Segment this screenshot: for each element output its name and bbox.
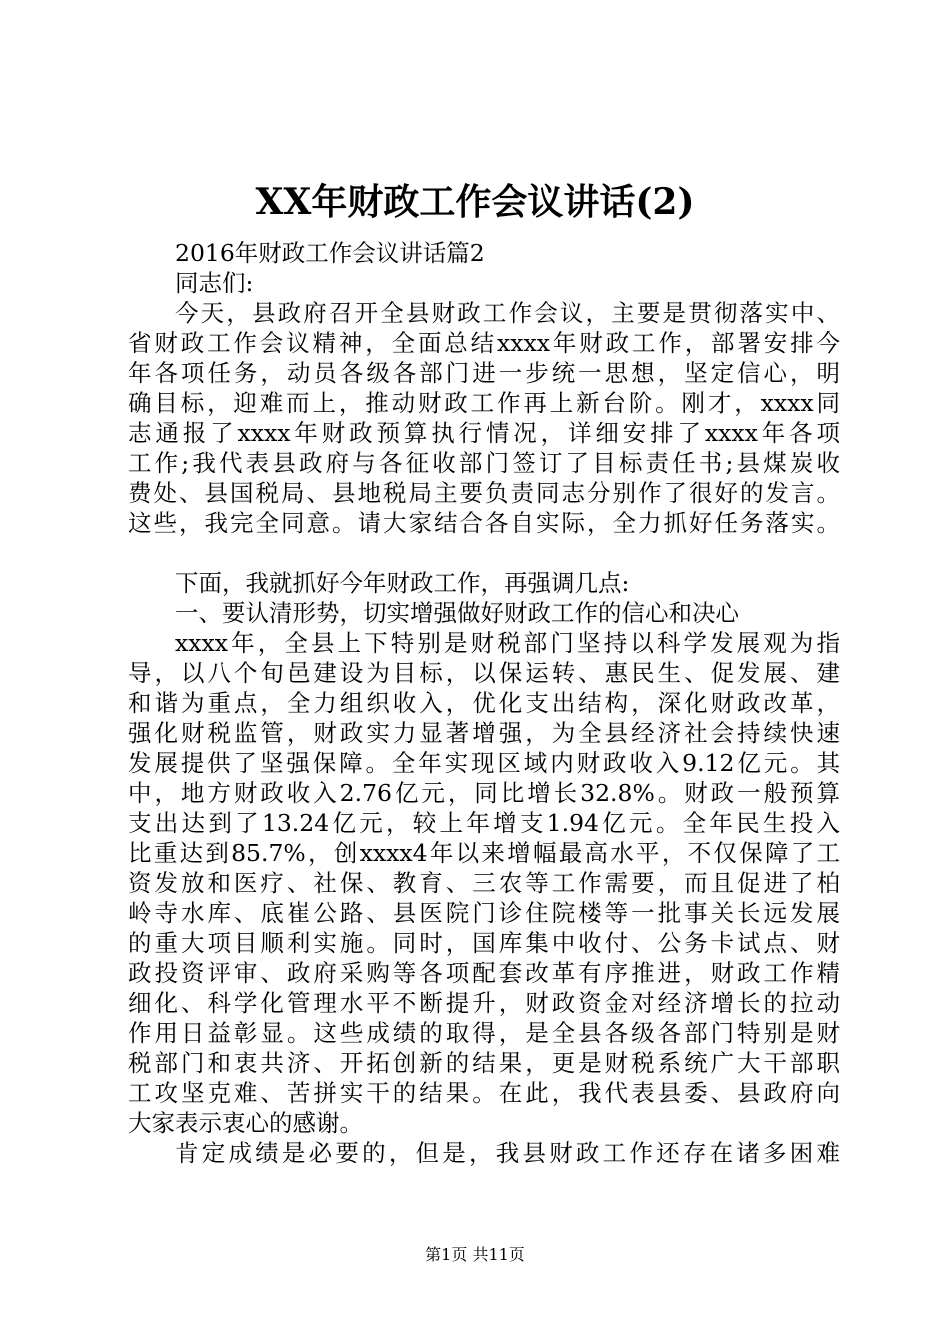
- text-line: 细化、科学化管理水平不断提升，财政资金对经济增长的拉动: [128, 989, 840, 1017]
- text-line: 岭寺水库、底崔公路、县医院门诊住院楼等一批事关长远发展: [128, 899, 840, 927]
- text-line: 政投资评审、政府采购等各项配套改革有序推进，财政工作精: [128, 959, 840, 987]
- text-line: 大家表示衷心的感谢。: [128, 1109, 363, 1137]
- text-line: 中，地方财政收入2.76亿元，同比增长32.8%。财政一般预算: [128, 779, 840, 807]
- text-line: xxxx年，全县上下特别是财税部门坚持以科学发展观为指: [175, 629, 840, 657]
- document-title: XX年财政工作会议讲话(2): [255, 181, 695, 223]
- text-line: 资发放和医疗、社保、教育、三农等工作需要，而且促进了柏: [128, 869, 840, 897]
- text-line: 下面，我就抓好今年财政工作，再强调几点:: [175, 569, 630, 597]
- text-line: 和谐为重点，全力组织收入，优化支出结构，深化财政改革，: [128, 689, 840, 717]
- page-footer: 第1页 共11页: [425, 1245, 525, 1264]
- text-line: 强化财税监管，财政实力显著增强，为全县经济社会持续快速: [128, 719, 840, 747]
- text-line: 一、要认清形势，切实增强做好财政工作的信心和决心: [175, 599, 739, 627]
- text-line: 同志们:: [175, 269, 254, 297]
- text-line: 这些，我完全同意。请大家结合各自实际，全力抓好任务落实。: [128, 509, 840, 537]
- text-line: 今天，县政府召开全县财政工作会议，主要是贯彻落实中、: [175, 299, 840, 327]
- text-line: 工攻坚克难、苦拼实干的结果。在此，我代表县委、县政府向: [128, 1079, 840, 1107]
- text-line: 费处、县国税局、县地税局主要负责同志分别作了很好的发言。: [128, 479, 840, 507]
- text-line: 导，以八个旬邑建设为目标，以保运转、惠民生、促发展、建: [128, 659, 840, 687]
- text-line: 肯定成绩是必要的，但是，我县财政工作还存在诸多困难: [175, 1139, 840, 1167]
- text-line: 2016年财政工作会议讲话篇2: [175, 239, 485, 267]
- text-line: 作用日益彰显。这些成绩的取得，是全县各级各部门特别是财: [128, 1019, 840, 1047]
- text-line: 工作;我代表县政府与各征收部门签订了目标责任书;县煤炭收: [128, 449, 840, 477]
- text-line: 税部门和衷共济、开拓创新的结果，更是财税系统广大干部职: [128, 1049, 840, 1077]
- text-line: 确目标，迎难而上，推动财政工作再上新台阶。刚才，xxxx同: [128, 389, 840, 417]
- text-line: 的重大项目顺利实施。同时，国库集中收付、公务卡试点、财: [128, 929, 840, 957]
- blank-line: [128, 538, 840, 568]
- text-line: 年各项任务，动员各级各部门进一步统一思想，坚定信心，明: [128, 359, 840, 387]
- text-line: 志通报了xxxx年财政预算执行情况，详细安排了xxxx年各项: [128, 419, 840, 447]
- text-line: 省财政工作会议精神，全面总结xxxx年财政工作，部署安排今: [128, 329, 840, 357]
- document-body: [128, 238, 840, 1168]
- text-line: 比重达到85.7%，创xxxx4年以来增幅最高水平，不仅保障了工: [128, 839, 840, 867]
- text-line: 发展提供了坚强保障。全年实现区域内财政收入9.12亿元。其: [128, 749, 840, 777]
- text-line: 支出达到了13.24亿元，较上年增支1.94亿元。全年民生投入: [128, 809, 840, 837]
